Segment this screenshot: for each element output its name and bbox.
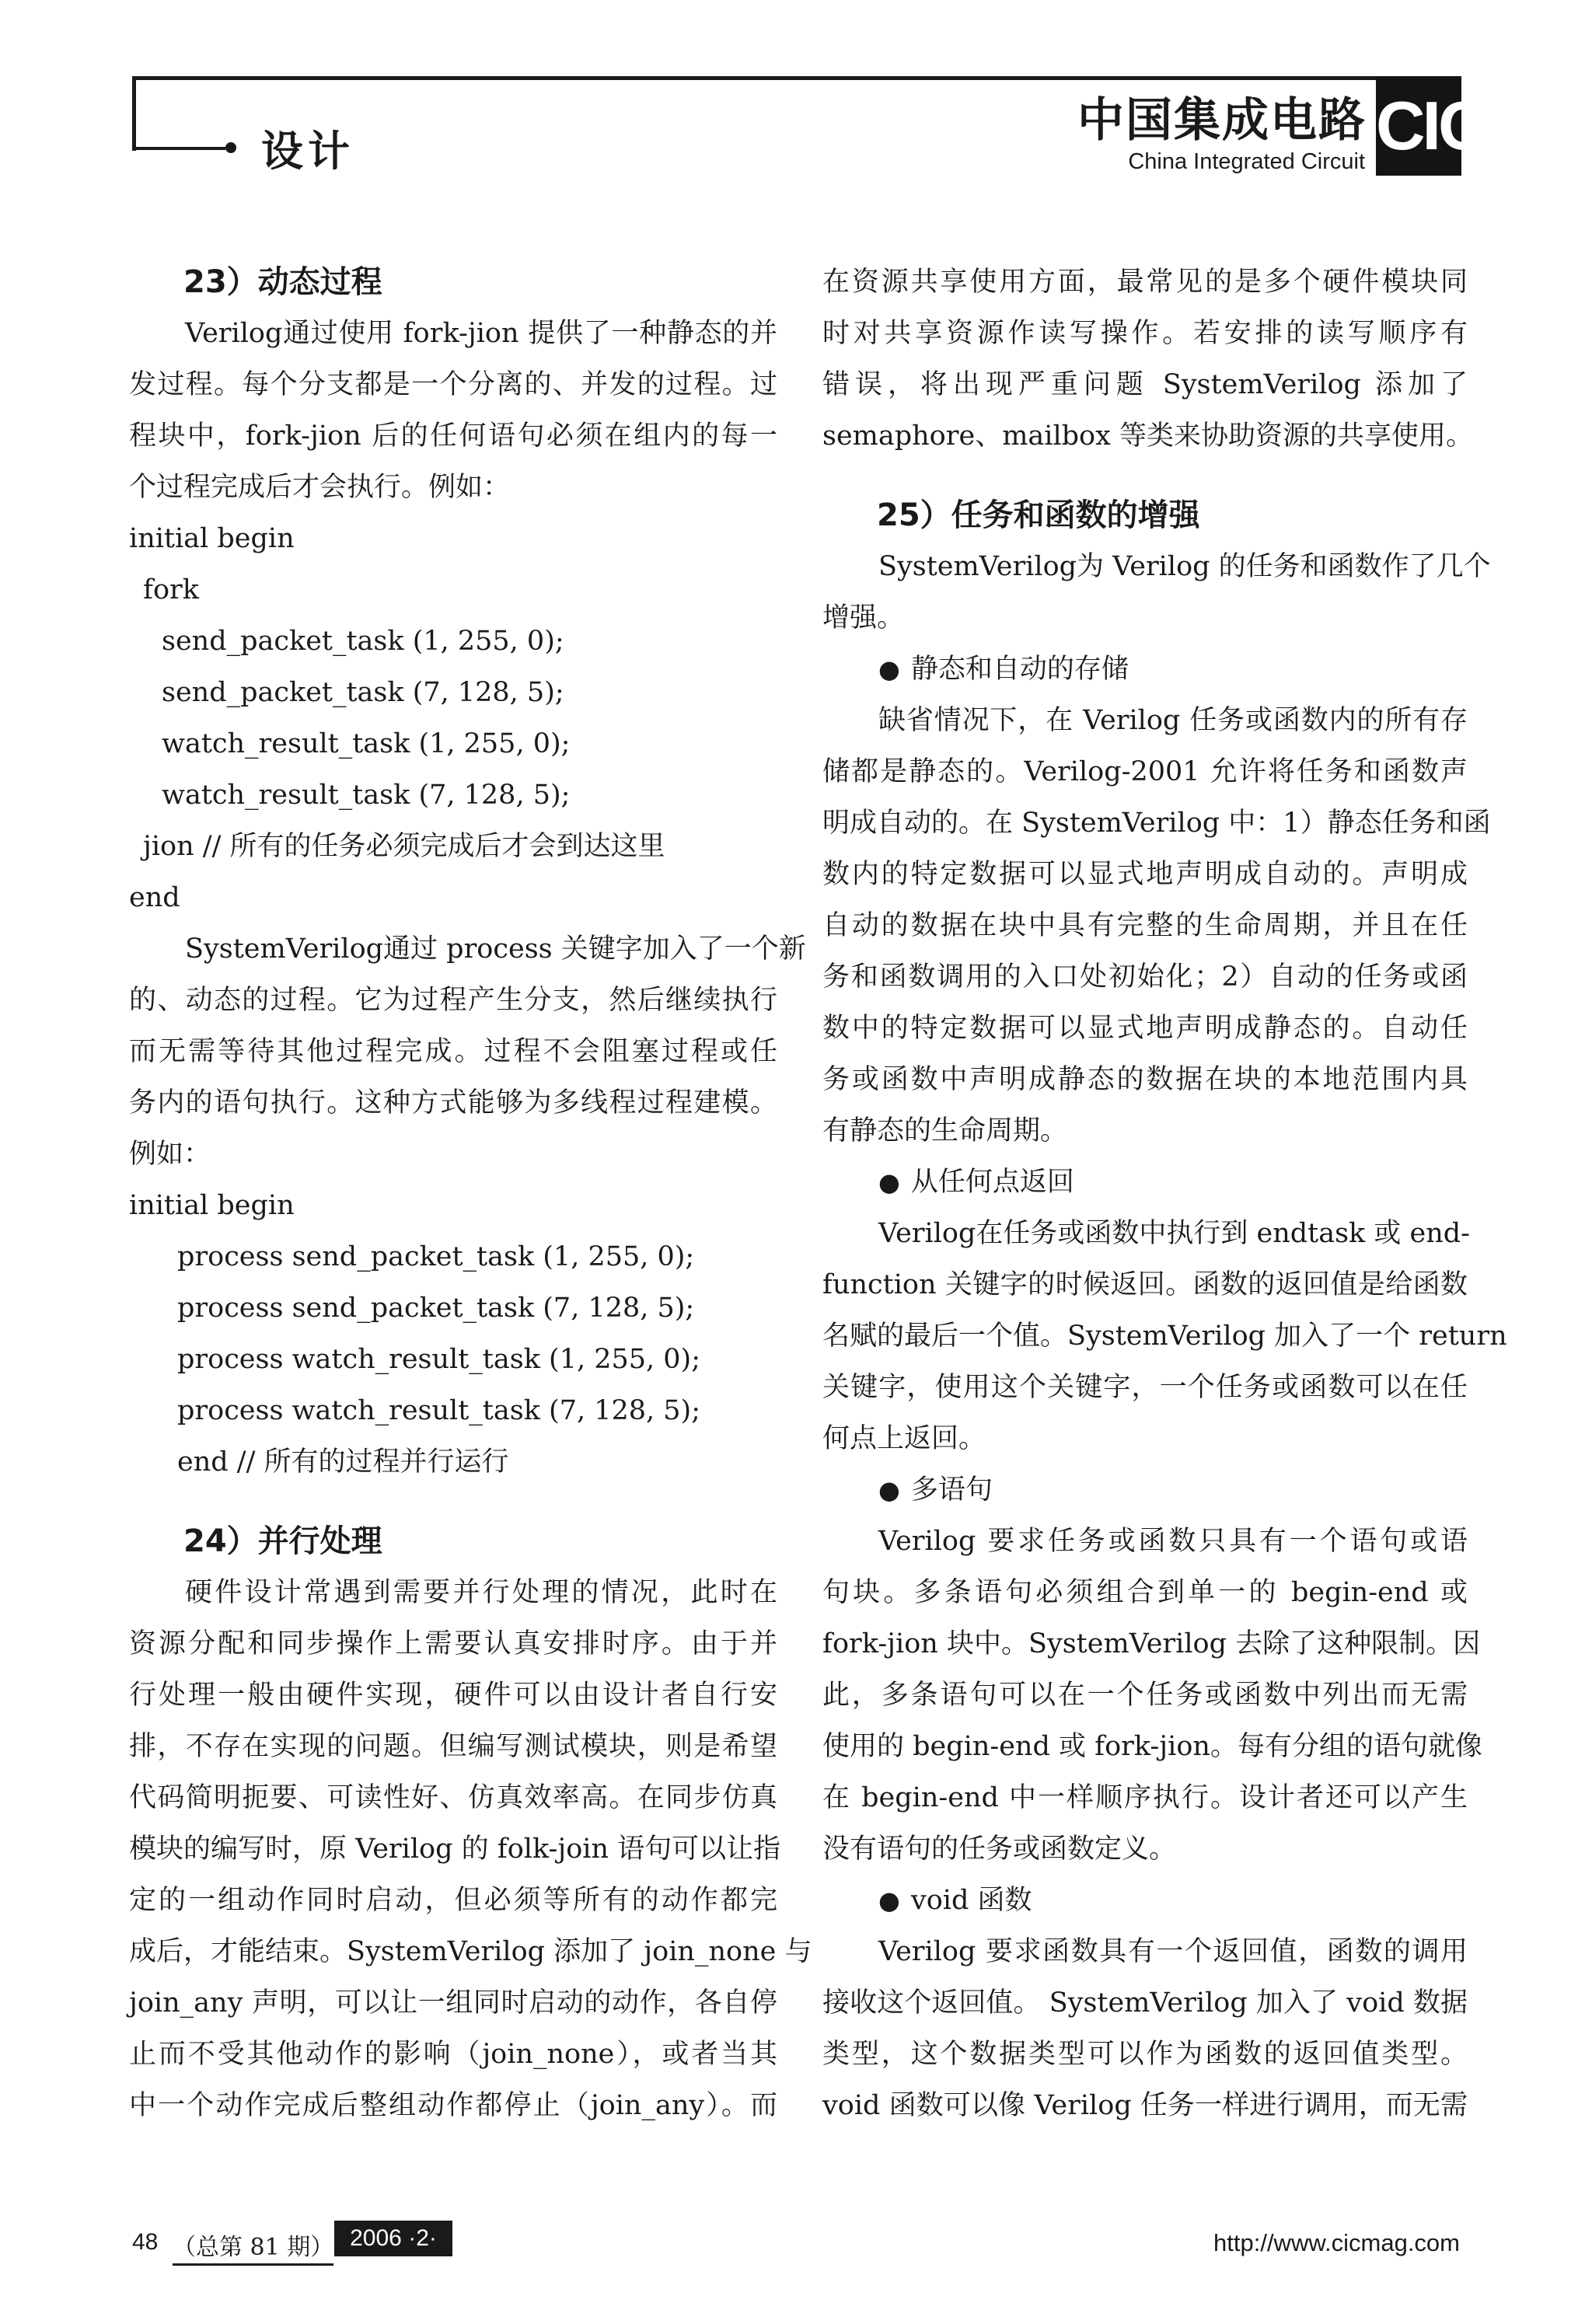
- code-line: initial begin: [129, 523, 295, 554]
- code-line: send_packet_task (1, 255, 0);: [162, 626, 564, 657]
- issue-number: （总第 81 期）: [173, 2228, 333, 2266]
- paragraph-line: Verilog 要求任务或函数只具有一个语句或语: [878, 1526, 1468, 1557]
- paragraph-line: 硬件设计常遇到需要并行处理的情况，此时在: [185, 1577, 777, 1608]
- paragraph-line: 关键字，使用这个关键字，一个任务或函数可以在任: [822, 1372, 1468, 1403]
- paragraph-line: 例如：: [129, 1139, 211, 1170]
- paragraph-line: Verilog通过使用 fork-jion 提供了一种静态的并: [185, 318, 777, 349]
- paragraph-line: 资源分配和同步操作上需要认真安排时序。由于并: [129, 1628, 777, 1659]
- code-line: process send_packet_task (1, 255, 0);: [177, 1241, 695, 1272]
- paragraph-line: 时对共享资源作读写操作。若安排的读写顺序有: [822, 318, 1468, 349]
- paragraph-line: SystemVerilog为 Verilog 的任务和函数作了几个: [878, 551, 1491, 582]
- paragraph-line: 储都是静态的。Verilog-2001 允许将任务和函数声: [822, 756, 1468, 787]
- paragraph-line: fork-jion 块中。SystemVerilog 去除了这种限制。因: [822, 1628, 1481, 1659]
- paragraph-line: 而无需等待其他过程完成。过程不会阻塞过程或任: [129, 1036, 777, 1067]
- header-dot: [225, 142, 236, 153]
- section-heading-25: 25）任务和函数的增强: [877, 497, 1200, 533]
- paragraph-line: Verilog在任务或函数中执行到 endtask 或 end-: [878, 1218, 1470, 1249]
- paragraph-line: 定的一组动作同时启动，但必须等所有的动作都完: [129, 1885, 777, 1916]
- code-line: initial begin: [129, 1190, 295, 1221]
- code-line: jion // 所有的任务必须完成后才会到达这里: [143, 831, 665, 862]
- section-heading-24: 24）并行处理: [183, 1523, 382, 1559]
- bullet-heading: ● void 函数: [822, 1875, 1468, 1926]
- right-column: [822, 256, 1507, 2131]
- header-rule-bottom: [132, 147, 225, 150]
- paragraph-line: 此，多条语句可以在一个任务或函数中列出而无需: [822, 1680, 1468, 1711]
- paragraph-line: 个过程完成后才会执行。例如：: [129, 472, 511, 503]
- paragraph-line: 没有语句的任务或函数定义。: [822, 1834, 1177, 1865]
- paragraph-line: 在资源共享使用方面，最常见的是多个硬件模块同: [822, 267, 1468, 298]
- paragraph-line: 务或函数中声明成静态的数据在块的本地范围内具: [822, 1064, 1468, 1095]
- paragraph-line: 使用的 begin-end 或 fork-jion。每有分组的语句就像: [822, 1731, 1482, 1762]
- section-label: 设计: [261, 127, 354, 176]
- paragraph-line: 模块的编写时，原 Verilog 的 folk-join 语句可以让指: [129, 1834, 781, 1865]
- header-rule: [132, 76, 1376, 80]
- code-line: process watch_result_task (1, 255, 0);: [177, 1344, 700, 1375]
- paragraph-line: semaphore、mailbox 等类来协助资源的共享使用。: [822, 420, 1473, 452]
- paragraph-line: 类型，这个数据类型可以作为函数的返回值类型。: [822, 2039, 1468, 2070]
- journal-name-cn: 中国集成电路: [1077, 93, 1367, 148]
- paragraph-line: 有静态的生命周期。: [822, 1115, 1068, 1146]
- section-heading-23: 23）动态过程: [183, 264, 382, 300]
- bullet-heading: ● 多语句: [822, 1464, 1468, 1516]
- paragraph-line: Verilog 要求函数具有一个返回值，函数的调用: [878, 1936, 1468, 1967]
- header-rule-left: [132, 76, 136, 151]
- paragraph-line: 自动的数据在块中具有完整的生命周期，并且在任: [822, 910, 1468, 941]
- paragraph-line: 接收这个返回值。 SystemVerilog 加入了 void 数据: [822, 1987, 1468, 2019]
- paragraph-line: function 关键字的时候返回。函数的返回值是给函数: [822, 1269, 1468, 1300]
- paragraph-line: 止而不受其他动作的影响（join_none），或者当其: [129, 2039, 777, 2070]
- paragraph-line: SystemVerilog通过 process 关键字加入了一个新: [185, 933, 806, 965]
- paragraph-line: 的、动态的过程。它为过程产生分支，然后继续执行: [129, 985, 777, 1016]
- code-line: send_packet_task (7, 128, 5);: [162, 677, 564, 708]
- paragraph-line: 何点上返回。: [822, 1423, 986, 1454]
- paragraph-line: 中一个动作完成后整组动作都停止（join_any）。而: [129, 2090, 777, 2121]
- cic-logo: CIC: [1376, 76, 1461, 176]
- code-line: fork: [143, 574, 199, 605]
- code-line: process watch_result_task (7, 128, 5);: [177, 1395, 700, 1426]
- paragraph-line: 名赋的最后一个值。SystemVerilog 加入了一个 return: [822, 1321, 1507, 1352]
- bullet-heading: ● 静态和自动的存储: [822, 644, 1468, 695]
- paragraph-line: 错误，将出现严重问题 SystemVerilog 添加了: [822, 369, 1468, 400]
- code-line: watch_result_task (1, 255, 0);: [162, 728, 571, 759]
- spacer: [822, 462, 1468, 490]
- paragraph-line: 程块中，fork-jion 后的任何语句必须在组内的每一: [129, 420, 777, 452]
- website-url: http://www.cicmag.com: [1213, 2229, 1460, 2256]
- paragraph-line: 代码简明扼要、可读性好、仿真效率高。在同步仿真: [129, 1782, 777, 1813]
- paragraph-line: 务和函数调用的入口处初始化；2）自动的任务或函: [822, 961, 1468, 993]
- paragraph-line: 成后，才能结束。SystemVerilog 添加了 join_none 与: [129, 1936, 812, 1967]
- paragraph-line: 缺省情况下，在 Verilog 任务或函数内的所有存: [878, 705, 1468, 736]
- paragraph-line: 发过程。每个分支都是一个分离的、并发的过程。过: [129, 369, 777, 400]
- code-line: end // 所有的过程并行运行: [177, 1446, 509, 1478]
- issue-date: 2006 ·2·: [334, 2221, 452, 2256]
- code-line: end: [129, 882, 180, 913]
- paragraph-line: void 函数可以像 Verilog 任务一样进行调用，而无需: [822, 2090, 1468, 2121]
- spacer: [129, 1488, 777, 1516]
- paragraph-line: 明成自动的。在 SystemVerilog 中：1）静态任务和函: [822, 808, 1491, 839]
- code-line: process send_packet_task (7, 128, 5);: [177, 1293, 695, 1324]
- paragraph-line: 数中的特定数据可以显式地声明成静态的。自动任: [822, 1013, 1468, 1044]
- left-column: [129, 256, 812, 2131]
- journal-name-en: China Integrated Circuit: [1128, 149, 1365, 174]
- code-line: watch_result_task (7, 128, 5);: [162, 780, 571, 811]
- bullet-heading: ● 从任何点返回: [822, 1157, 1468, 1208]
- paragraph-line: 句块。多条语句必须组合到单一的 begin-end 或: [822, 1577, 1468, 1608]
- paragraph-line: 行处理一般由硬件实现，硬件可以由设计者自行安: [129, 1680, 777, 1711]
- page-number: 48: [132, 2229, 159, 2255]
- paragraph-line: 在 begin-end 中一样顺序执行。设计者还可以产生: [822, 1782, 1468, 1813]
- paragraph-line: 务内的语句执行。这种方式能够为多线程过程建模。: [129, 1087, 777, 1118]
- paragraph-line: 数内的特定数据可以显式地声明成自动的。声明成: [822, 859, 1468, 890]
- paragraph-line: 排，不存在实现的问题。但编写测试模块，则是希望: [129, 1731, 777, 1762]
- paragraph-line: join_any 声明，可以让一组同时启动的动作，各自停: [129, 1987, 777, 2019]
- paragraph-line: 增强。: [822, 602, 905, 633]
